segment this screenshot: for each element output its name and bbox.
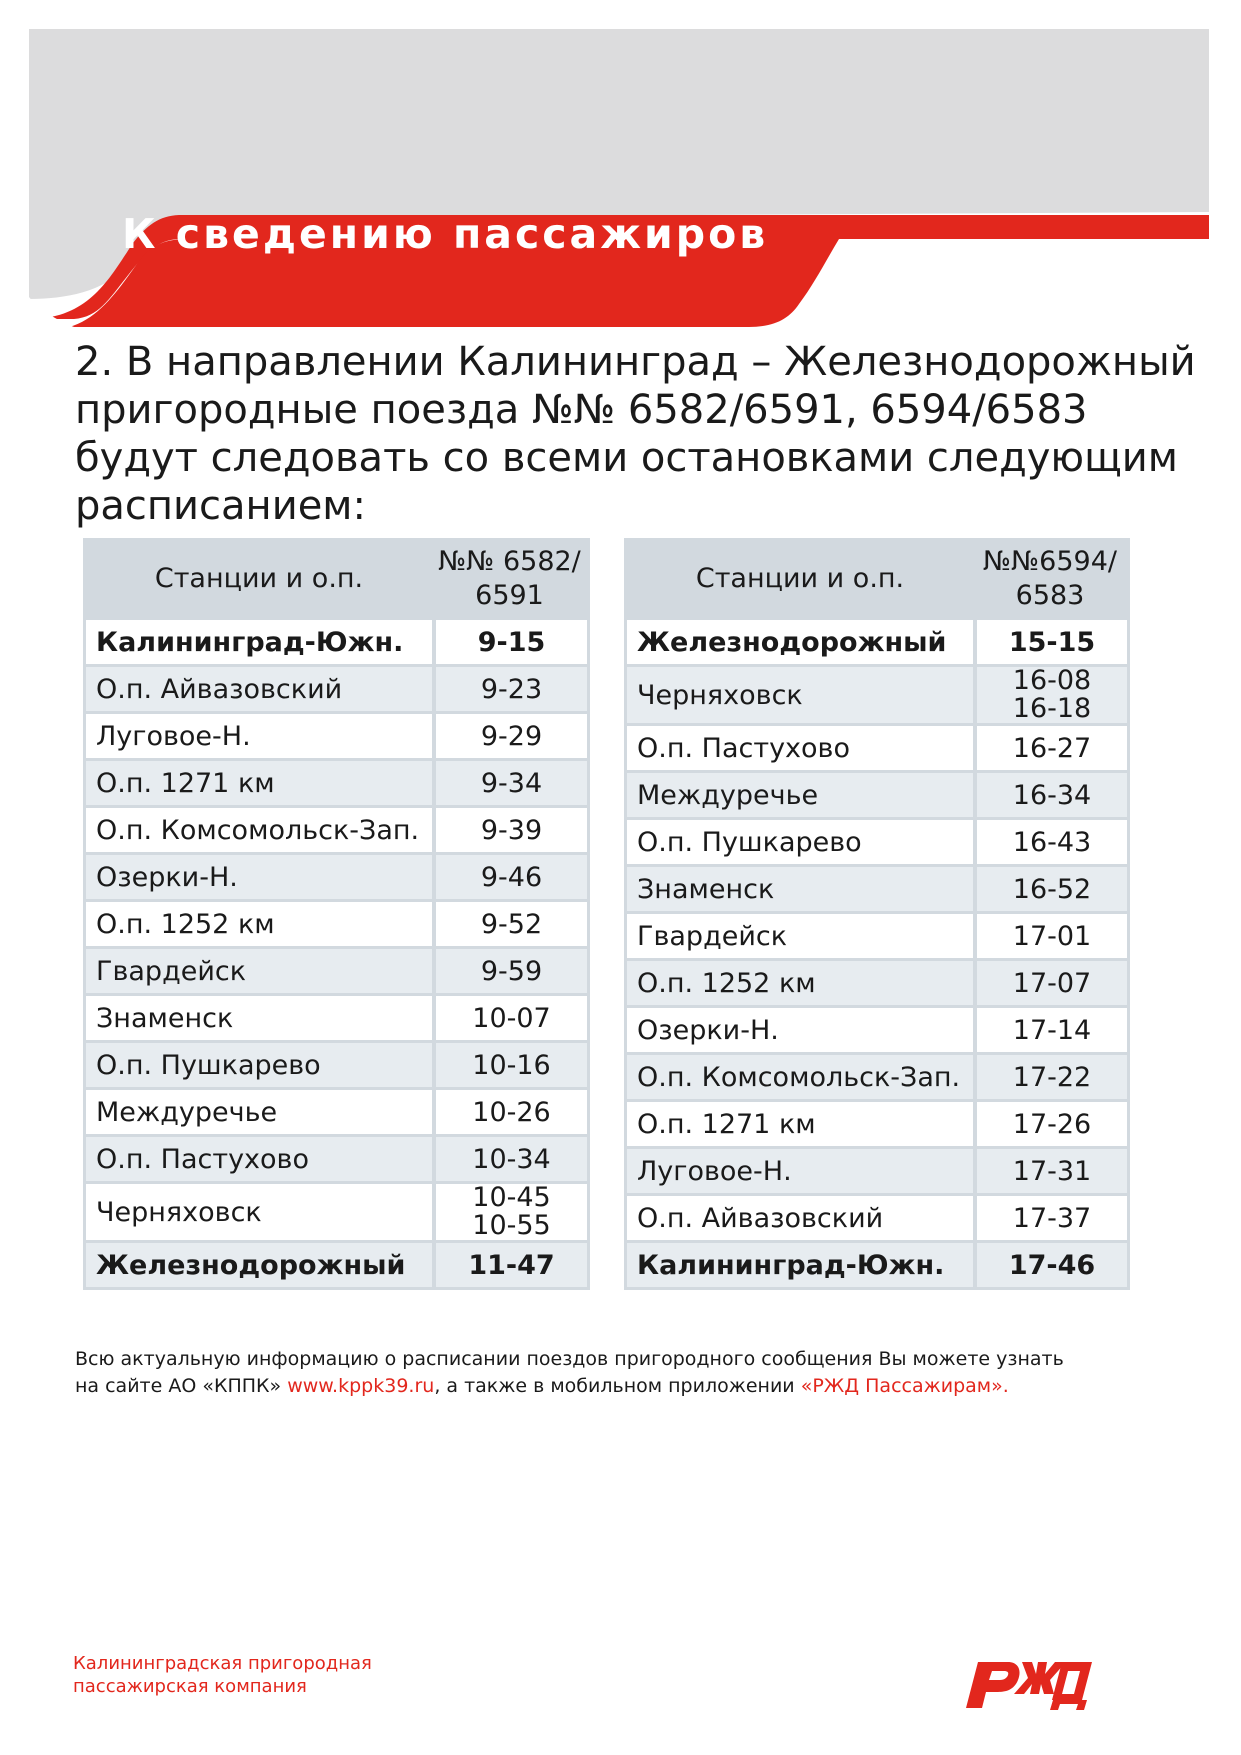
departure-time (432, 1243, 587, 1287)
time-value: 10-16 (472, 1049, 551, 1081)
table-row (86, 1184, 587, 1240)
departure-time (432, 667, 587, 711)
table-row (86, 949, 587, 993)
header-train-line1: №№6594/ (983, 546, 1117, 577)
departure-time (432, 902, 587, 946)
station-name: Озерки-Н. (86, 855, 432, 899)
station-name: О.п. 1271 км (86, 761, 432, 805)
table-row (86, 667, 587, 711)
departure-time (973, 1243, 1127, 1287)
time-value: 17-26 (1012, 1108, 1092, 1140)
table-row (627, 820, 1127, 864)
time-value: 9-29 (480, 720, 543, 752)
time-value: 9-46 (480, 861, 543, 893)
time-value: 10-55 (472, 1210, 551, 1241)
time-value: 16-27 (1012, 732, 1092, 764)
header-station: Станции и о.п. (86, 541, 432, 617)
time-value: 10-45 (472, 1182, 551, 1213)
station-name: Междуречье (86, 1090, 432, 1134)
headline-line: 2. В направлении Калининград – Железнодорожный (75, 339, 1196, 385)
banner (29, 29, 1209, 327)
time-value: 9-23 (480, 673, 543, 705)
station-name: Черняховск (627, 667, 973, 723)
departure-time (432, 855, 587, 899)
schedule-body-left (86, 620, 587, 1287)
time-value: 17-07 (1012, 967, 1092, 999)
table-row (627, 867, 1127, 911)
departure-time (432, 1043, 587, 1087)
table-header-row (86, 541, 587, 617)
departure-time (973, 1102, 1127, 1146)
station-name: Знаменск (86, 996, 432, 1040)
table-row (627, 773, 1127, 817)
station-name: О.п. 1252 км (86, 902, 432, 946)
time-value: 9-34 (480, 767, 543, 799)
station-name: Железнодорожный (627, 620, 973, 664)
table-row (86, 1243, 587, 1287)
headline (75, 338, 1225, 530)
departure-time (973, 773, 1127, 817)
schedule-table-left (83, 538, 590, 1290)
table-row (86, 620, 587, 664)
table-row (86, 1090, 587, 1134)
schedule-table-right (624, 538, 1130, 1290)
company-line1: Калининградская пригородная (73, 1653, 372, 1674)
banner-shape (29, 29, 1209, 327)
time-value: 9-52 (480, 908, 543, 940)
departure-time (973, 1149, 1127, 1193)
station-name: Гвардейск (627, 914, 973, 958)
time-value: 15-15 (1008, 626, 1096, 658)
station-name: Луговое-Н. (86, 714, 432, 758)
app-link[interactable]: «РЖД Пассажирам». (800, 1375, 1009, 1397)
station-name: О.п. 1271 км (627, 1102, 973, 1146)
departure-time (432, 761, 587, 805)
departure-time (973, 667, 1127, 723)
table-row (86, 808, 587, 852)
header-train (432, 541, 587, 617)
time-value: 16-34 (1012, 779, 1092, 811)
station-name: О.п. 1252 км (627, 961, 973, 1005)
departure-time (432, 996, 587, 1040)
departure-time (973, 1008, 1127, 1052)
time-value: 9-39 (480, 814, 543, 846)
station-name: О.п. Пушкарево (627, 820, 973, 864)
time-value: 17-01 (1012, 920, 1092, 952)
departure-time (973, 867, 1127, 911)
station-name: О.п. Айвазовский (627, 1196, 973, 1240)
table-row (86, 855, 587, 899)
time-value: 10-26 (472, 1096, 551, 1128)
table-row (627, 961, 1127, 1005)
table-row (86, 1043, 587, 1087)
header-train-line2: 6583 (1015, 580, 1085, 611)
table-header-row (627, 541, 1127, 617)
table-row (627, 914, 1127, 958)
station-name: Междуречье (627, 773, 973, 817)
departure-time (973, 820, 1127, 864)
table-row (627, 1008, 1127, 1052)
footnote (75, 1346, 1175, 1400)
station-name: Черняховск (86, 1184, 432, 1240)
time-value: 9-15 (477, 626, 546, 658)
station-name: Знаменск (627, 867, 973, 911)
table-row (627, 667, 1127, 723)
departure-time (432, 620, 587, 664)
table-row (627, 1149, 1127, 1193)
station-name: О.п. Пушкарево (86, 1043, 432, 1087)
rzd-logo-icon (956, 1650, 1096, 1712)
station-name: О.п. Айвазовский (86, 667, 432, 711)
station-name: Озерки-Н. (627, 1008, 973, 1052)
station-name: Железнодорожный (86, 1243, 432, 1287)
footnote-text: на сайте АО «КППК» (75, 1375, 288, 1397)
footnote-line2 (75, 1373, 1175, 1400)
departure-time (973, 914, 1127, 958)
table-row (627, 1055, 1127, 1099)
station-name: О.п. Комсомольск-Зап. (627, 1055, 973, 1099)
table-row (86, 761, 587, 805)
company-line2: пассажирская компания (73, 1676, 307, 1697)
table-row (627, 1196, 1127, 1240)
departure-time (973, 1196, 1127, 1240)
departure-time (432, 714, 587, 758)
time-value: 17-46 (1008, 1249, 1096, 1281)
departure-time (973, 961, 1127, 1005)
time-value: 10-34 (472, 1143, 551, 1175)
departure-time (432, 1090, 587, 1134)
departure-time (432, 949, 587, 993)
table-row (86, 902, 587, 946)
header-train-line2: 6591 (475, 580, 544, 611)
time-value: 17-22 (1012, 1061, 1092, 1093)
time-value: 16-08 (1012, 665, 1092, 696)
table-row (627, 726, 1127, 770)
departure-time (432, 1184, 587, 1240)
departure-time (432, 808, 587, 852)
footnote-text: , а также в мобильном приложении (434, 1375, 801, 1397)
time-value: 16-52 (1012, 873, 1092, 905)
table-row (627, 1102, 1127, 1146)
header-station: Станции и о.п. (627, 541, 973, 617)
time-value: 9-59 (480, 955, 543, 987)
station-name: О.п. Комсомольск-Зап. (86, 808, 432, 852)
station-name: Луговое-Н. (627, 1149, 973, 1193)
table-row (627, 1243, 1127, 1287)
departure-time (432, 1137, 587, 1181)
time-value: 17-14 (1012, 1014, 1092, 1046)
table-row (86, 996, 587, 1040)
departure-time (973, 1055, 1127, 1099)
header-train (973, 541, 1127, 617)
station-name: Калининград-Южн. (627, 1243, 973, 1287)
headline-line: будут следовать со всеми остановками следующим (75, 435, 1178, 481)
time-value: 16-43 (1012, 826, 1092, 858)
time-value: 17-37 (1012, 1202, 1092, 1234)
station-name: О.п. Пастухово (86, 1137, 432, 1181)
station-name: Калининград-Южн. (86, 620, 432, 664)
banner-title: К сведению пассажиров (122, 210, 769, 258)
company-name (73, 1652, 372, 1698)
table-row (627, 620, 1127, 664)
schedule-body-right (627, 620, 1127, 1287)
headline-line: расписанием: (75, 483, 366, 529)
table-row (86, 714, 587, 758)
time-value: 17-31 (1012, 1155, 1092, 1187)
time-value: 16-18 (1012, 693, 1092, 724)
headline-line: пригородные поезда №№ 6582/6591, 6594/6583 (75, 387, 1088, 433)
departure-time (973, 726, 1127, 770)
header-train-line1: №№ 6582/ (438, 546, 581, 577)
table-row (86, 1137, 587, 1181)
station-name: Гвардейск (86, 949, 432, 993)
site-link[interactable]: www.kppk39.ru (287, 1375, 435, 1397)
departure-time (973, 620, 1127, 664)
station-name: О.п. Пастухово (627, 726, 973, 770)
footnote-line1: Всю актуальную информацию о расписании поездов пригородного сообщения Вы можете узнать (75, 1348, 1064, 1370)
time-value: 10-07 (472, 1002, 551, 1034)
time-value: 11-47 (468, 1249, 555, 1281)
